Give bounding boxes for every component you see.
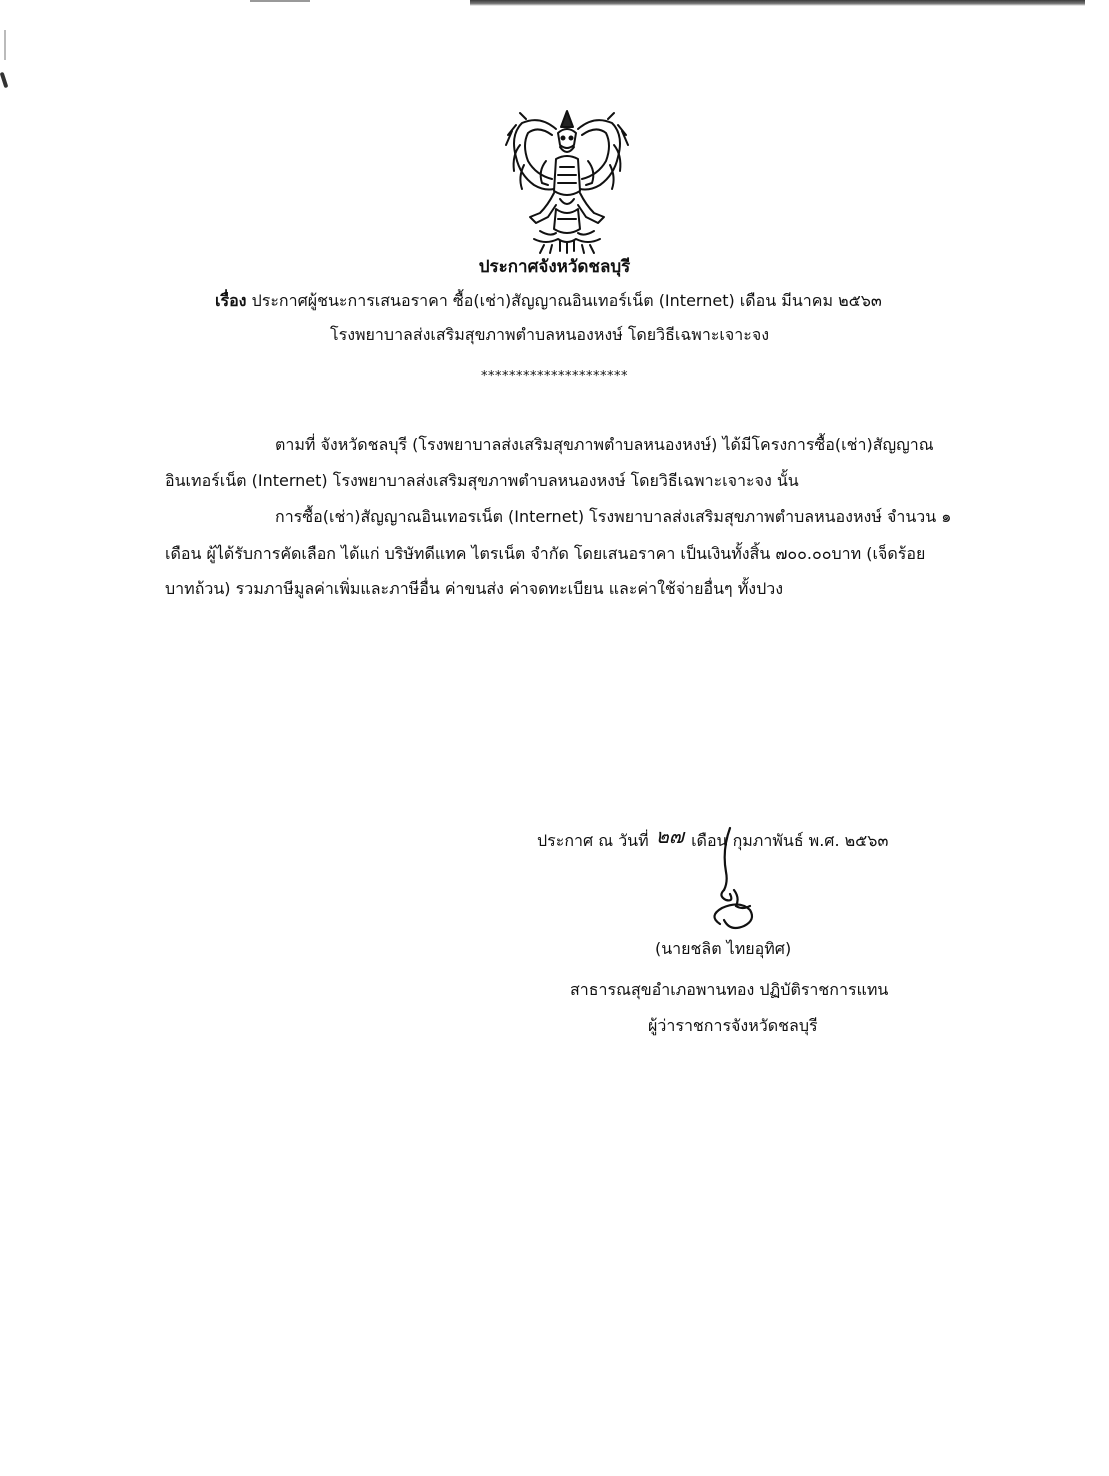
paragraph-1-line-2: อินเทอร์เน็ต (Internet) โรงพยาบาลส่งเสริมสุขภาพตำบลหนองหงษ์ โดยวิธีเฉพาะเจาะจง นั้น bbox=[165, 471, 799, 490]
garuda-emblem-icon bbox=[500, 105, 635, 255]
scan-edge-left-line bbox=[4, 30, 6, 60]
page-title: ประกาศจังหวัดชลบุรี bbox=[478, 257, 631, 277]
signature-icon bbox=[700, 820, 790, 935]
date-suffix: เดือน กุมภาพันธ์ พ.ศ. ๒๕๖๓ bbox=[691, 831, 889, 850]
scan-edge-left-mark bbox=[0, 72, 8, 88]
paragraph-2-line-2: เดือน ผู้ได้รับการคัดเลือก ได้แก่ บริษัทดีแทค ไตรเน็ต จำกัด โดยเสนอราคา เป็นเงินทั้งสิ้น ๗๐๐.๐๐บาท (เจ็ดร้อย bbox=[165, 544, 926, 563]
date-day-handwritten: ๒๗ bbox=[655, 824, 684, 848]
subject-line bbox=[215, 290, 882, 312]
separator: ********************* bbox=[481, 369, 628, 384]
signer-name: (นายชลิต ไทยอุทิศ) bbox=[655, 939, 792, 958]
scan-edge-top bbox=[470, 0, 1085, 6]
paragraph-1-line-1: ตามที่ จังหวัดชลบุรี (โรงพยาบาลส่งเสริมสุขภาพตำบลหนองหงษ์) ได้มีโครงการซื้อ(เช่า)สัญญาณ bbox=[275, 435, 934, 454]
date-prefix: ประกาศ ณ วันที่ bbox=[537, 831, 649, 850]
subject-text: ประกาศผู้ชนะการเสนอราคา ซื้อ(เช่า)สัญญาณอินเทอร์เน็ต (Internet) เดือน มีนาคม ๒๕๖๓ bbox=[251, 291, 882, 310]
scan-edge-mark bbox=[250, 0, 310, 2]
subject-line-continued: โรงพยาบาลส่งเสริมสุขภาพตำบลหนองหงษ์ โดยวิธีเฉพาะเจาะจง bbox=[330, 325, 770, 344]
signer-position: สาธารณสุขอำเภอพานทอง ปฏิบัติราชการแทน bbox=[570, 980, 889, 999]
paragraph-2-line-3: บาทถ้วน) รวมภาษีมูลค่าเพิ่มและภาษีอื่น ค่าขนส่ง ค่าจดทะเบียน และค่าใช้จ่ายอื่นๆ ทั้งปวง bbox=[165, 579, 784, 598]
paragraph-2-line-1: การซื้อ(เช่า)สัญญาณอินเทอรเน็ต (Internet) โรงพยาบาลส่งเสริมสุขภาพตำบลหนองหงษ์ จำนวน ๑ bbox=[275, 507, 952, 526]
subject-label: เรื่อง bbox=[215, 291, 247, 310]
signer-position-2: ผู้ว่าราชการจังหวัดชลบุรี bbox=[648, 1016, 818, 1035]
